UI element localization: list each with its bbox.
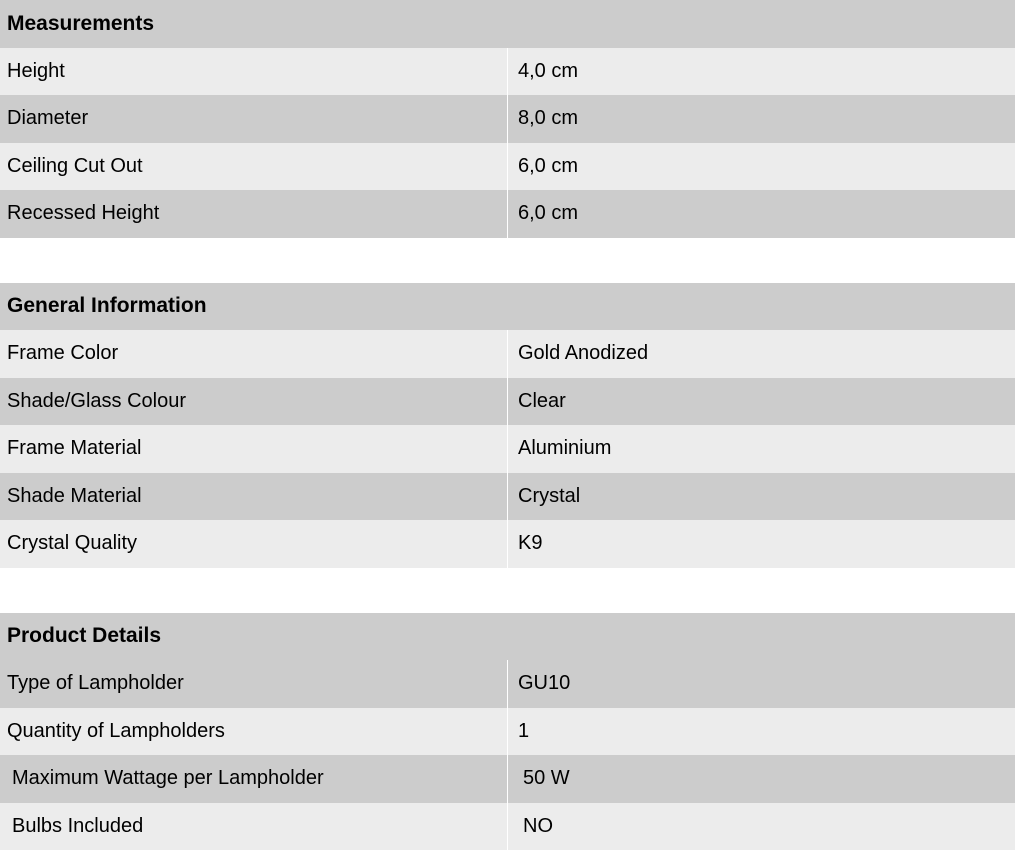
table-row (0, 143, 1015, 191)
section-spacer (0, 568, 1015, 613)
table-row (0, 378, 1015, 426)
section-header (0, 613, 1015, 661)
table-row (0, 708, 1015, 756)
general-information-table (0, 283, 1015, 568)
table-row (0, 660, 1015, 708)
row-value: 1 (508, 708, 1015, 756)
row-label: Shade/Glass Colour (0, 378, 508, 426)
general-information-section (0, 283, 1015, 568)
row-label: Frame Material (0, 425, 508, 473)
table-row (0, 425, 1015, 473)
row-value: 6,0 cm (508, 143, 1015, 191)
table-row (0, 95, 1015, 143)
row-value: GU10 (508, 660, 1015, 708)
product-details-table (0, 613, 1015, 850)
row-label: Type of Lampholder (0, 660, 508, 708)
row-label: Shade Material (0, 473, 508, 521)
section-spacer (0, 238, 1015, 283)
row-label: Frame Color (0, 330, 508, 378)
row-value: 6,0 cm (508, 190, 1015, 238)
row-label: Bulbs Included (0, 803, 508, 850)
table-row (0, 190, 1015, 238)
product-details-section (0, 613, 1015, 850)
row-value: 50 W (508, 755, 1015, 803)
row-label: Crystal Quality (0, 520, 508, 568)
row-label: Maximum Wattage per Lampholder (0, 755, 508, 803)
row-value: 4,0 cm (508, 48, 1015, 96)
row-value: Aluminium (508, 425, 1015, 473)
row-label: Quantity of Lampholders (0, 708, 508, 756)
row-label: Ceiling Cut Out (0, 143, 508, 191)
row-value: Clear (508, 378, 1015, 426)
table-row (0, 755, 1015, 803)
section-header (0, 283, 1015, 331)
measurements-table (0, 0, 1015, 238)
measurements-section (0, 0, 1015, 238)
row-value: Gold Anodized (508, 330, 1015, 378)
table-row (0, 520, 1015, 568)
row-label: Height (0, 48, 508, 96)
section-header (0, 0, 1015, 48)
table-row (0, 330, 1015, 378)
table-row (0, 473, 1015, 521)
section-title: Measurements (0, 0, 1015, 48)
section-title: General Information (0, 283, 1015, 331)
row-value: Crystal (508, 473, 1015, 521)
section-title: Product Details (0, 613, 1015, 661)
row-value: 8,0 cm (508, 95, 1015, 143)
table-row (0, 48, 1015, 96)
row-label: Diameter (0, 95, 508, 143)
row-value: NO (508, 803, 1015, 850)
row-label: Recessed Height (0, 190, 508, 238)
row-value: K9 (508, 520, 1015, 568)
